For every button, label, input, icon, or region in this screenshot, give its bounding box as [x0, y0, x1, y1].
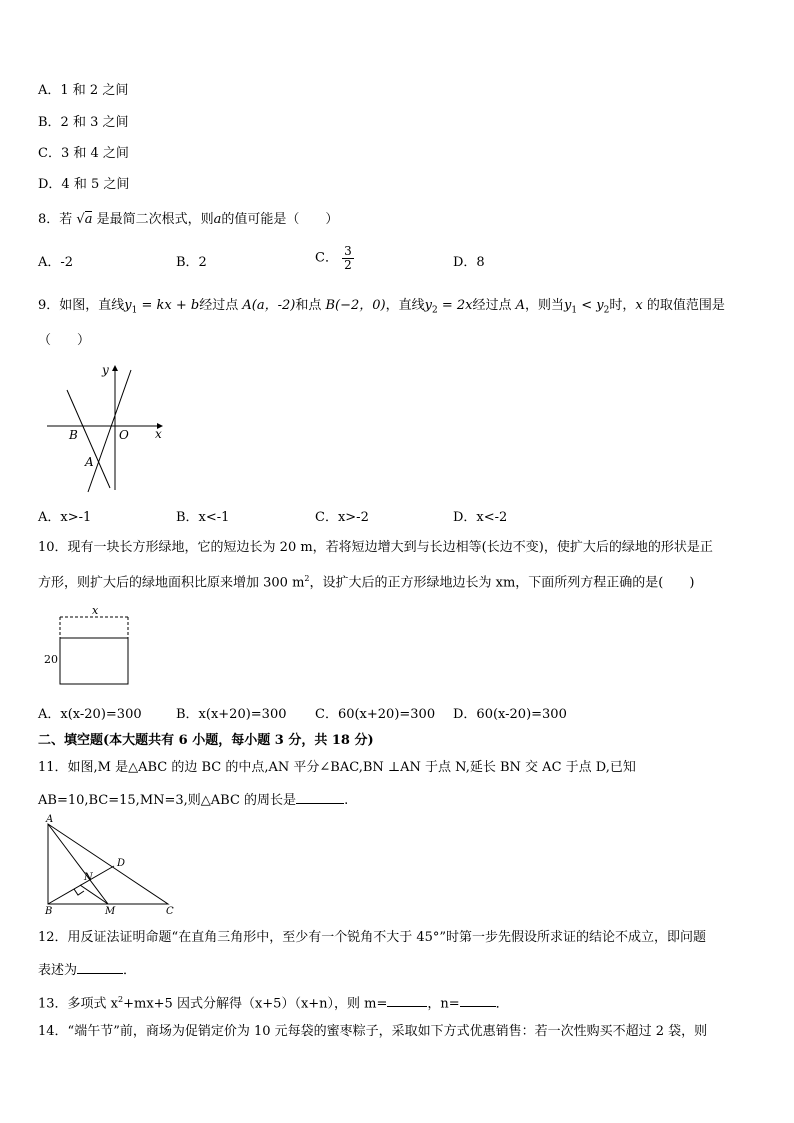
q9-option-c: C．x>-2 — [315, 510, 369, 525]
q8-question: 8．若 √a 是最简二次根式，则a的值可能是（ ） — [38, 212, 339, 227]
original-rectangle — [60, 638, 128, 684]
q10-question-line2: 方形，则扩大后的绿地面积比原来增加 300 $m^2$，设扩大后的正方形绿地边长为 xm，下面所列方程正确的是( ) — [38, 574, 695, 591]
q8-option-a: A．-2 — [38, 255, 74, 270]
q12-question-line1: 12．用反证法证明命题“在直角三角形中，至少有一个锐角不大于 45°”时第一步先假设所求证的结论不成立，即问题 — [38, 930, 707, 945]
q10-rectangle-figure — [40, 604, 135, 688]
q13-question: 13．多项式 $x^2+mx+5$ 因式分解得（x+5）（x+n），则 m= ，n= ． — [38, 995, 509, 1012]
q8-option-c: C． $\frac{3}{2}$ — [315, 244, 352, 272]
q10-option-d: D．60(x-20)=300 — [453, 707, 567, 722]
q8-option-d: D．8 — [453, 255, 485, 270]
point-d-label: D — [117, 858, 126, 869]
vertex-c-label: C — [166, 906, 174, 916]
triangle-abc — [48, 824, 168, 904]
answer-blank — [296, 790, 344, 804]
q10-question-line1: 10．现有一块长方形绿地，它的短边长为 20 m，若将短边增大到与长边相等(长边不变)，使扩大后的绿地的形状是正 — [38, 540, 713, 555]
q14-question-line1: 14．“端午节”前，商场为促销定价为 10 元每袋的蜜枣粽子，采取如下方式优惠销售：若一次性购买不超过 2 袋，则 — [38, 1024, 708, 1039]
q9-graph — [44, 360, 169, 495]
q12-question-line2: 表述为 ． — [38, 960, 136, 980]
q7-option-b: B．2 和 3 之间 — [38, 115, 129, 130]
section-2-title: 二、填空题(本大题共有 6 小题，每小题 3 分，共 18 分) — [38, 733, 374, 748]
q7-option-a: A．1 和 2 之间 — [38, 83, 129, 98]
bisector-an — [48, 824, 108, 904]
q10-option-a: A．x(x-20)=300 — [38, 707, 142, 722]
x-axis-label: x — [155, 427, 162, 441]
segment-nm — [80, 885, 108, 904]
answer-blank — [77, 960, 123, 974]
q9-question-line1: 9．如图，直线$y_1$ = kx + b经过点 A(a，-2)和点 B(−2，0)，直线$y_2 = 2x$经过点 A，则当$y_1 < y_2$时，x 的取值范围是 — [38, 298, 725, 316]
q10-option-b: B．x(x+20)=300 — [176, 707, 287, 722]
answer-blank-m — [387, 993, 427, 1007]
side-x-label: x — [92, 604, 99, 617]
answer-blank-n — [460, 993, 496, 1007]
point-a-label: A — [85, 455, 94, 469]
q8-option-b: B．2 — [176, 255, 207, 270]
y-axis-label: y — [102, 363, 109, 377]
sqrt-a: √a — [76, 212, 93, 227]
q9-option-b: B．x<-1 — [176, 510, 230, 525]
fraction-3-2: $\frac{3}{2}$ — [344, 244, 352, 272]
q7-option-c: C．3 和 4 之间 — [38, 146, 129, 161]
right-angle-mark — [74, 889, 84, 895]
q7-option-d: D．4 和 5 之间 — [38, 177, 130, 192]
vertex-b-label: B — [45, 906, 53, 916]
q9-option-d: D．x<-2 — [453, 510, 508, 525]
point-n-label: N — [84, 872, 93, 883]
q9-option-a: A．x>-1 — [38, 510, 92, 525]
point-b-label: B — [69, 428, 78, 442]
q11-question-line1: 11．如图,M 是△ABC 的边 BC 的中点,AN 平分∠BAC,BN ⊥AN 于点 N,延长 BN 交 AC 于点 D,已知 — [38, 760, 636, 775]
q11-triangle-figure — [40, 814, 180, 916]
q10-option-c: C．60(x+20)=300 — [315, 707, 436, 722]
q9-question-line2: （ ） — [38, 333, 91, 348]
q11-question-line2: AB=10,BC=15,MN=3,则△ABC 的周长是 . — [38, 790, 348, 810]
origin-label: O — [119, 428, 129, 442]
point-m-label: M — [105, 906, 116, 916]
vertex-a-label: A — [46, 814, 54, 825]
side-20-label: 20 — [44, 653, 58, 666]
